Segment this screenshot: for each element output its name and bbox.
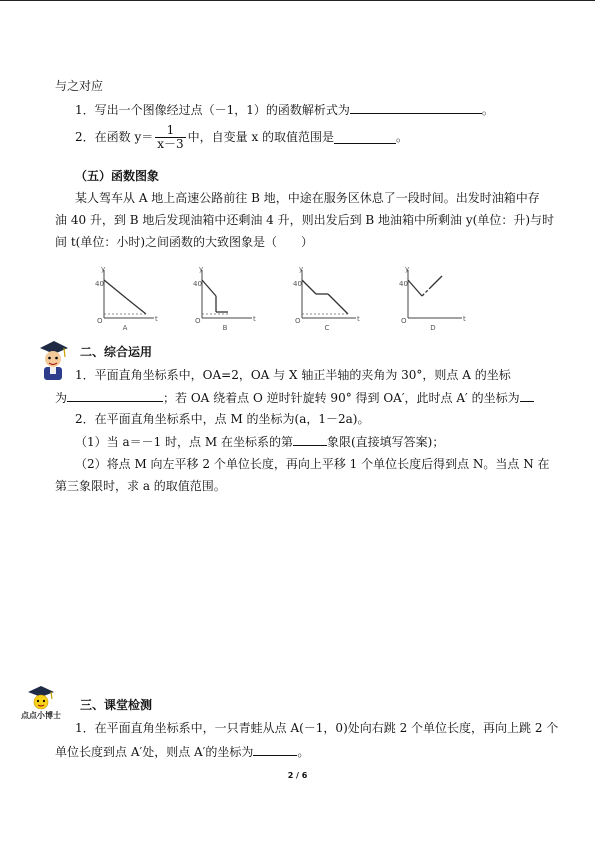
section-2-line-1: 1．平面直角坐标系中，OA=2，OA 与 X 轴正半轴的夹角为 30°，则点 A 的坐标 xyxy=(75,368,511,382)
top-rule xyxy=(0,0,595,1)
section-2-line-4 xyxy=(75,433,444,450)
graph-a[interactable] xyxy=(94,266,160,337)
section-2-title: 二、综合运用 xyxy=(80,345,153,359)
y-axis-label: y xyxy=(101,265,106,273)
graph-b[interactable] xyxy=(192,266,258,337)
section-3-line-2b: 。 xyxy=(297,745,310,759)
fraction-denominator: x－3 xyxy=(157,137,184,151)
curve-segment xyxy=(328,294,348,314)
section-2-line-4a: （1）当 a＝－1 时，点 M 在坐标系的第 xyxy=(75,435,293,449)
option-label-c: C xyxy=(324,324,330,332)
section-3-line-2a: 单位长度到点 A′处，则点 A′的坐标为 xyxy=(55,745,254,759)
curve-segment xyxy=(408,280,422,296)
tick-40: 40 xyxy=(95,280,104,288)
section-3-line-2 xyxy=(55,743,309,760)
page-number: 2 / 6 xyxy=(287,771,308,780)
section-2-line-4b: 象限(直接填写答案)； xyxy=(326,435,445,449)
curve-segment xyxy=(202,280,216,296)
curve-segment xyxy=(126,298,146,314)
answer-blank-2[interactable] xyxy=(334,131,396,144)
tick-40: 40 xyxy=(293,280,302,288)
tick-40: 40 xyxy=(399,280,408,288)
section-5-para-1: 某人驾车从 A 地上高速公路前往 B 地，中途在服务区休息了一段时间。出发时油箱中存 xyxy=(75,191,540,205)
curve-segment xyxy=(422,288,430,296)
x-axis-label: t xyxy=(253,315,256,323)
question-2-pre: 2．在函数 y＝ xyxy=(75,130,154,144)
origin-label: O xyxy=(97,317,103,325)
section-3-line-1: 1．在平面直角坐标系中，一只青蛙从点 A(－1，0)处向右跳 2 个单位长度，再向上跳 2 个 xyxy=(75,721,559,735)
graph-d[interactable] xyxy=(398,266,468,337)
mascot-badge-text: 点点小博士 xyxy=(21,711,61,720)
question-2 xyxy=(75,124,408,151)
x-axis-label: t xyxy=(463,315,466,323)
section-2-line-2 xyxy=(55,389,534,406)
option-label-a: A xyxy=(122,324,128,332)
curve-segment xyxy=(104,280,126,298)
tick-40: 40 xyxy=(193,280,202,288)
option-label-b: B xyxy=(222,324,228,332)
intro-text: 与之对应 xyxy=(55,79,104,93)
section-5-title: （五）函数图象 xyxy=(75,169,160,183)
section-5-para-2: 油 40 升，到 B 地后发现油箱中还剩油 4 升，则出发后到 B 地油箱中所剩油 y(单位：升)与时 xyxy=(55,213,555,227)
y-axis-label: y xyxy=(299,265,304,273)
question-2-post: 中，自变量 x 的取值范围是 xyxy=(187,130,335,144)
question-2-end: 。 xyxy=(396,130,409,144)
x-axis-label: t xyxy=(155,315,158,323)
y-axis-label: y xyxy=(405,265,410,273)
curve-segment xyxy=(302,280,316,294)
answer-blank-1[interactable] xyxy=(350,101,482,114)
answer-blank-6[interactable] xyxy=(253,743,297,756)
question-1-text: 1．写出一个图像经过点（－1，1）的函数解析式为 xyxy=(75,103,350,117)
question-1-end: 。 xyxy=(481,103,494,117)
section-2-line-2b: ；若 OA 绕着点 O 逆时针旋转 90° 得到 OA′，此时点 A′ 的坐标为 xyxy=(163,391,520,405)
origin-label: O xyxy=(195,317,201,325)
question-1 xyxy=(75,101,494,118)
answer-blank-3[interactable] xyxy=(67,389,163,402)
origin-label: O xyxy=(295,317,301,325)
section-5-para-3: 间 t(单位：小时)之间函数的大致图象是（ ） xyxy=(55,235,314,249)
section-2-line-3: 2．在平面直角坐标系中，点 M 的坐标为(a，1－2a)。 xyxy=(75,412,370,426)
doctor-mascot-badge xyxy=(16,684,66,731)
graph-c[interactable] xyxy=(292,266,362,337)
section-3-title: 三、课堂检测 xyxy=(80,698,153,712)
curve-segment xyxy=(430,276,442,288)
y-axis-label: y xyxy=(199,265,204,273)
section-2-line-5: （2）将点 M 向左平移 2 个单位长度，再向上平移 1 个单位长度后得到点 N。当点 N 在 xyxy=(75,457,550,471)
option-label-d: D xyxy=(430,324,436,332)
fraction-numerator: 1 xyxy=(155,124,185,138)
section-2-line-6: 第三象限时，求 a 的取值范围。 xyxy=(55,479,226,493)
answer-blank-4[interactable] xyxy=(520,389,534,402)
doctor-mascot-icon xyxy=(34,338,70,385)
origin-label: O xyxy=(401,317,407,325)
section-2-line-2a: 为 xyxy=(55,391,68,405)
x-axis-label: t xyxy=(357,315,360,323)
answer-blank-5[interactable] xyxy=(293,433,327,446)
fraction xyxy=(155,124,185,151)
